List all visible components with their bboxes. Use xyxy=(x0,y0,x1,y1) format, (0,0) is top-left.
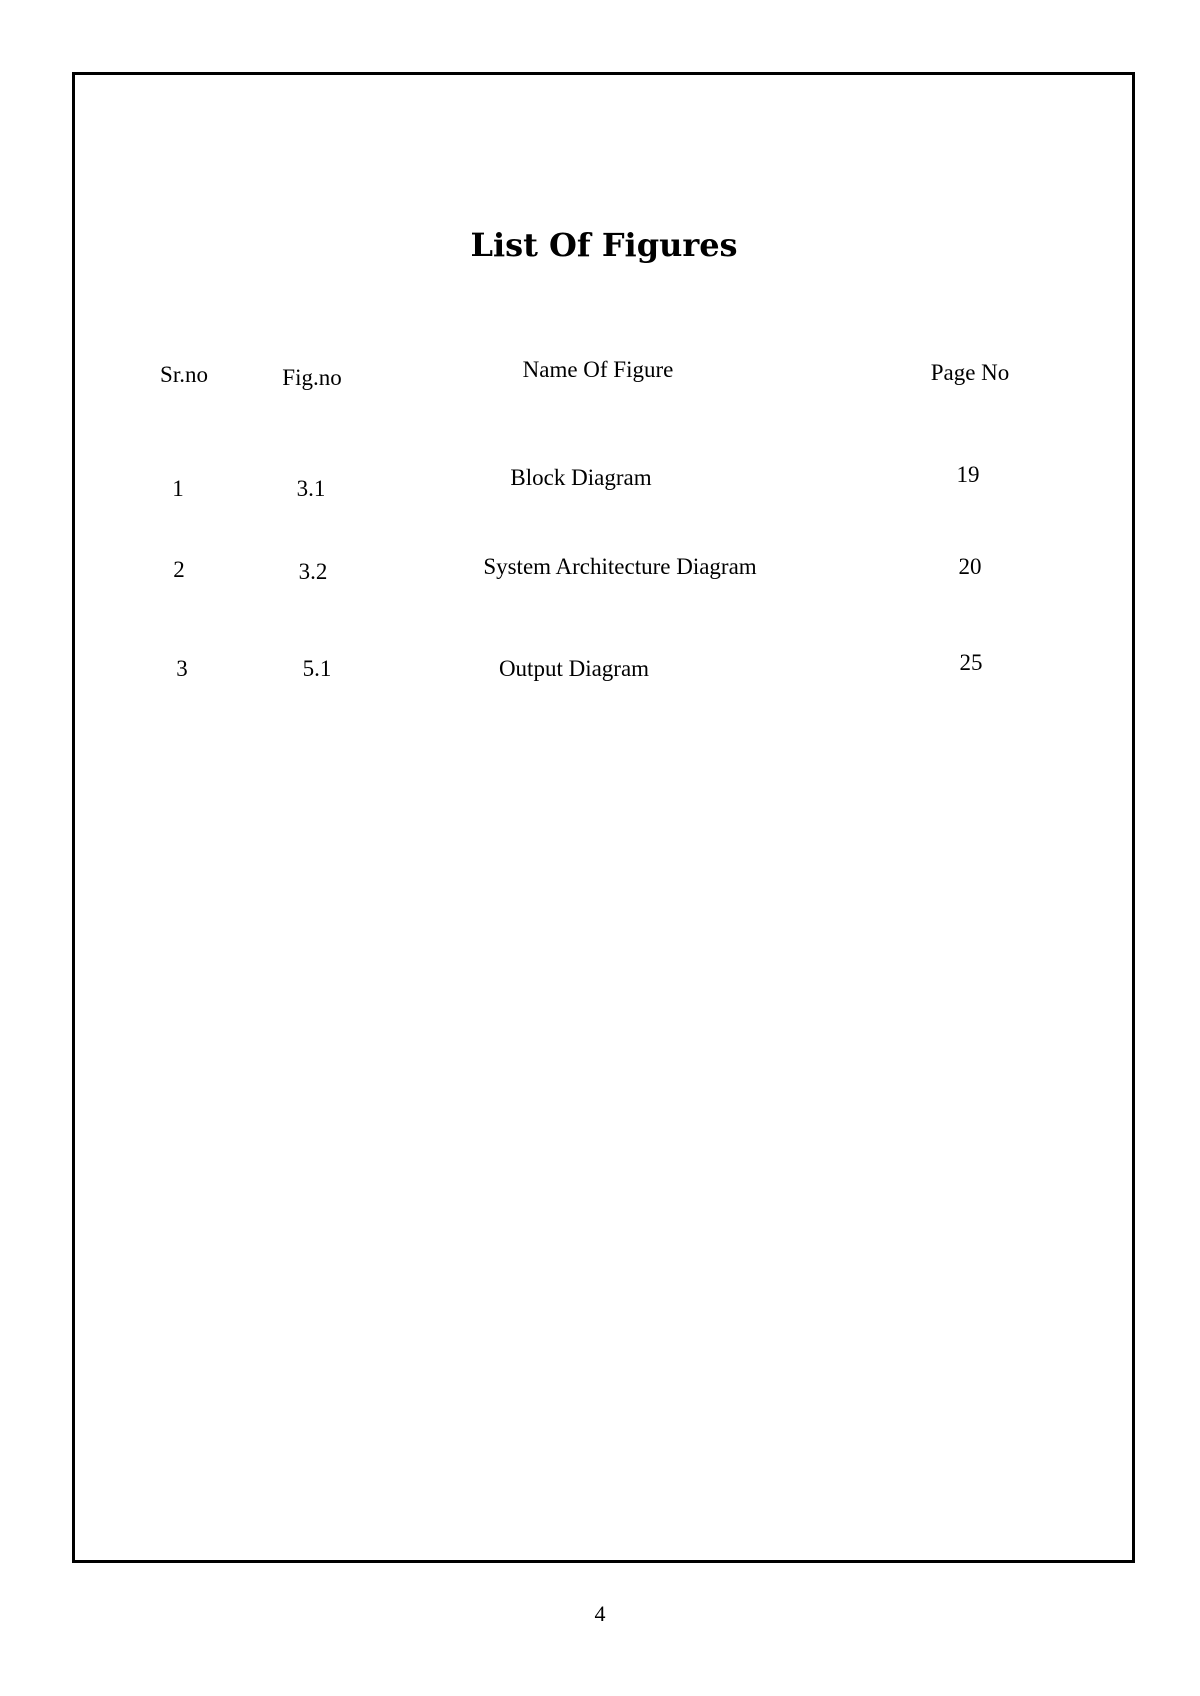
row-3-fig-no: 5.1 xyxy=(302,656,332,681)
row-2-page-no: 20 xyxy=(958,554,982,579)
row-1-sr-no: 1 xyxy=(172,476,184,501)
row-1-figure-name: Block Diagram xyxy=(510,465,652,490)
row-1-page-no: 19 xyxy=(956,462,980,487)
row-2-sr-no: 2 xyxy=(173,557,185,582)
row-2-fig-no: 3.2 xyxy=(298,559,328,584)
row-3-page-no: 25 xyxy=(959,650,983,675)
page-border xyxy=(72,72,1135,1563)
page-number: 4 xyxy=(594,1601,606,1626)
row-3-sr-no: 3 xyxy=(176,656,188,681)
header-fig-no: Fig.no xyxy=(282,365,342,390)
row-3-figure-name: Output Diagram xyxy=(498,656,650,681)
header-sr-no: Sr.no xyxy=(160,362,208,387)
header-page-no: Page No xyxy=(930,360,1010,385)
row-2-figure-name: System Architecture Diagram xyxy=(483,554,757,579)
row-1-fig-no: 3.1 xyxy=(296,476,326,501)
page-title: List Of Figures xyxy=(470,226,738,264)
header-name-of-figure: Name Of Figure xyxy=(522,357,674,382)
